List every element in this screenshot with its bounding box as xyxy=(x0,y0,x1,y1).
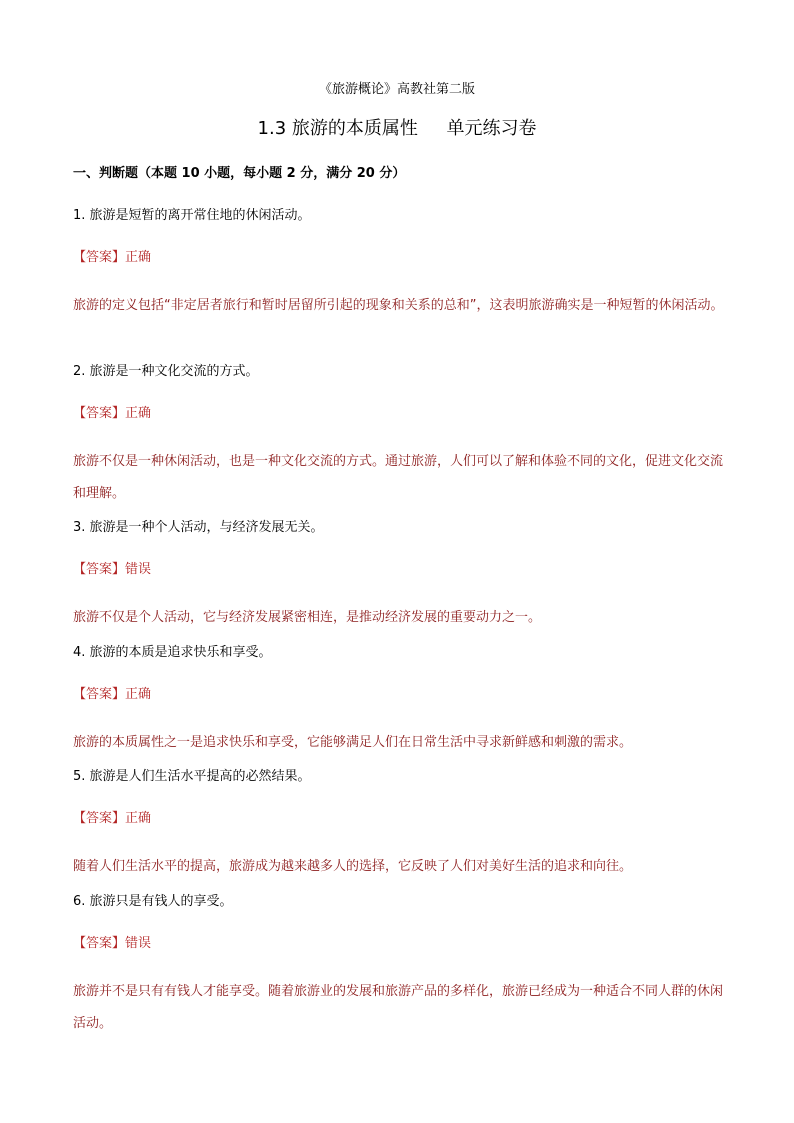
question-text: 1. 旅游是短暂的离开常住地的休闲活动。 xyxy=(73,208,311,223)
section-heading: 一、判断题（本题 10 小题，每小题 2 分，满分 20 分） xyxy=(73,166,406,181)
answer-label: 【答案】正确 xyxy=(73,250,152,265)
answer-label: 【答案】正确 xyxy=(73,687,152,702)
document-subtitle: 《旅游概论》高教社第二版 xyxy=(318,82,475,97)
answer-label: 【答案】错误 xyxy=(73,936,152,951)
answer-explanation: 旅游并不是只有有钱人才能享受。随着旅游业的发展和旅游产品的多样化，旅游已经成为一种适合不同人群的休闲活动。 xyxy=(73,984,724,1031)
answer-explanation: 旅游的定义包括“非定居者旅行和暂时居留所引起的现象和关系的总和”，这表明旅游确实是一种短暂的休闲活动。 xyxy=(73,298,724,313)
question-text: 3. 旅游是一种个人活动，与经济发展无关。 xyxy=(73,520,324,535)
question-text: 5. 旅游是人们生活水平提高的必然结果。 xyxy=(73,769,311,784)
answer-label: 【答案】正确 xyxy=(73,406,152,421)
question-text: 2. 旅游是一种文化交流的方式。 xyxy=(73,364,259,379)
document-title: 1.3 旅游的本质属性 单元练习卷 xyxy=(257,118,537,139)
answer-explanation: 旅游不仅是个人活动，它与经济发展紧密相连，是推动经济发展的重要动力之一。 xyxy=(73,610,542,625)
answer-explanation: 随着人们生活水平的提高，旅游成为越来越多人的选择，它反映了人们对美好生活的追求和向往。 xyxy=(73,859,633,874)
answer-label: 【答案】正确 xyxy=(73,811,152,826)
question-text: 4. 旅游的本质是追求快乐和享受。 xyxy=(73,645,272,660)
answer-label: 【答案】错误 xyxy=(73,562,152,577)
answer-explanation: 旅游不仅是一种休闲活动，也是一种文化交流的方式。通过旅游，人们可以了解和体验不同的文化，促进文化交流和理解。 xyxy=(73,454,724,501)
answer-explanation: 旅游的本质属性之一是追求快乐和享受，它能够满足人们在日常生活中寻求新鲜感和刺激的需求。 xyxy=(73,735,633,750)
question-text: 6. 旅游只是有钱人的享受。 xyxy=(73,894,233,909)
